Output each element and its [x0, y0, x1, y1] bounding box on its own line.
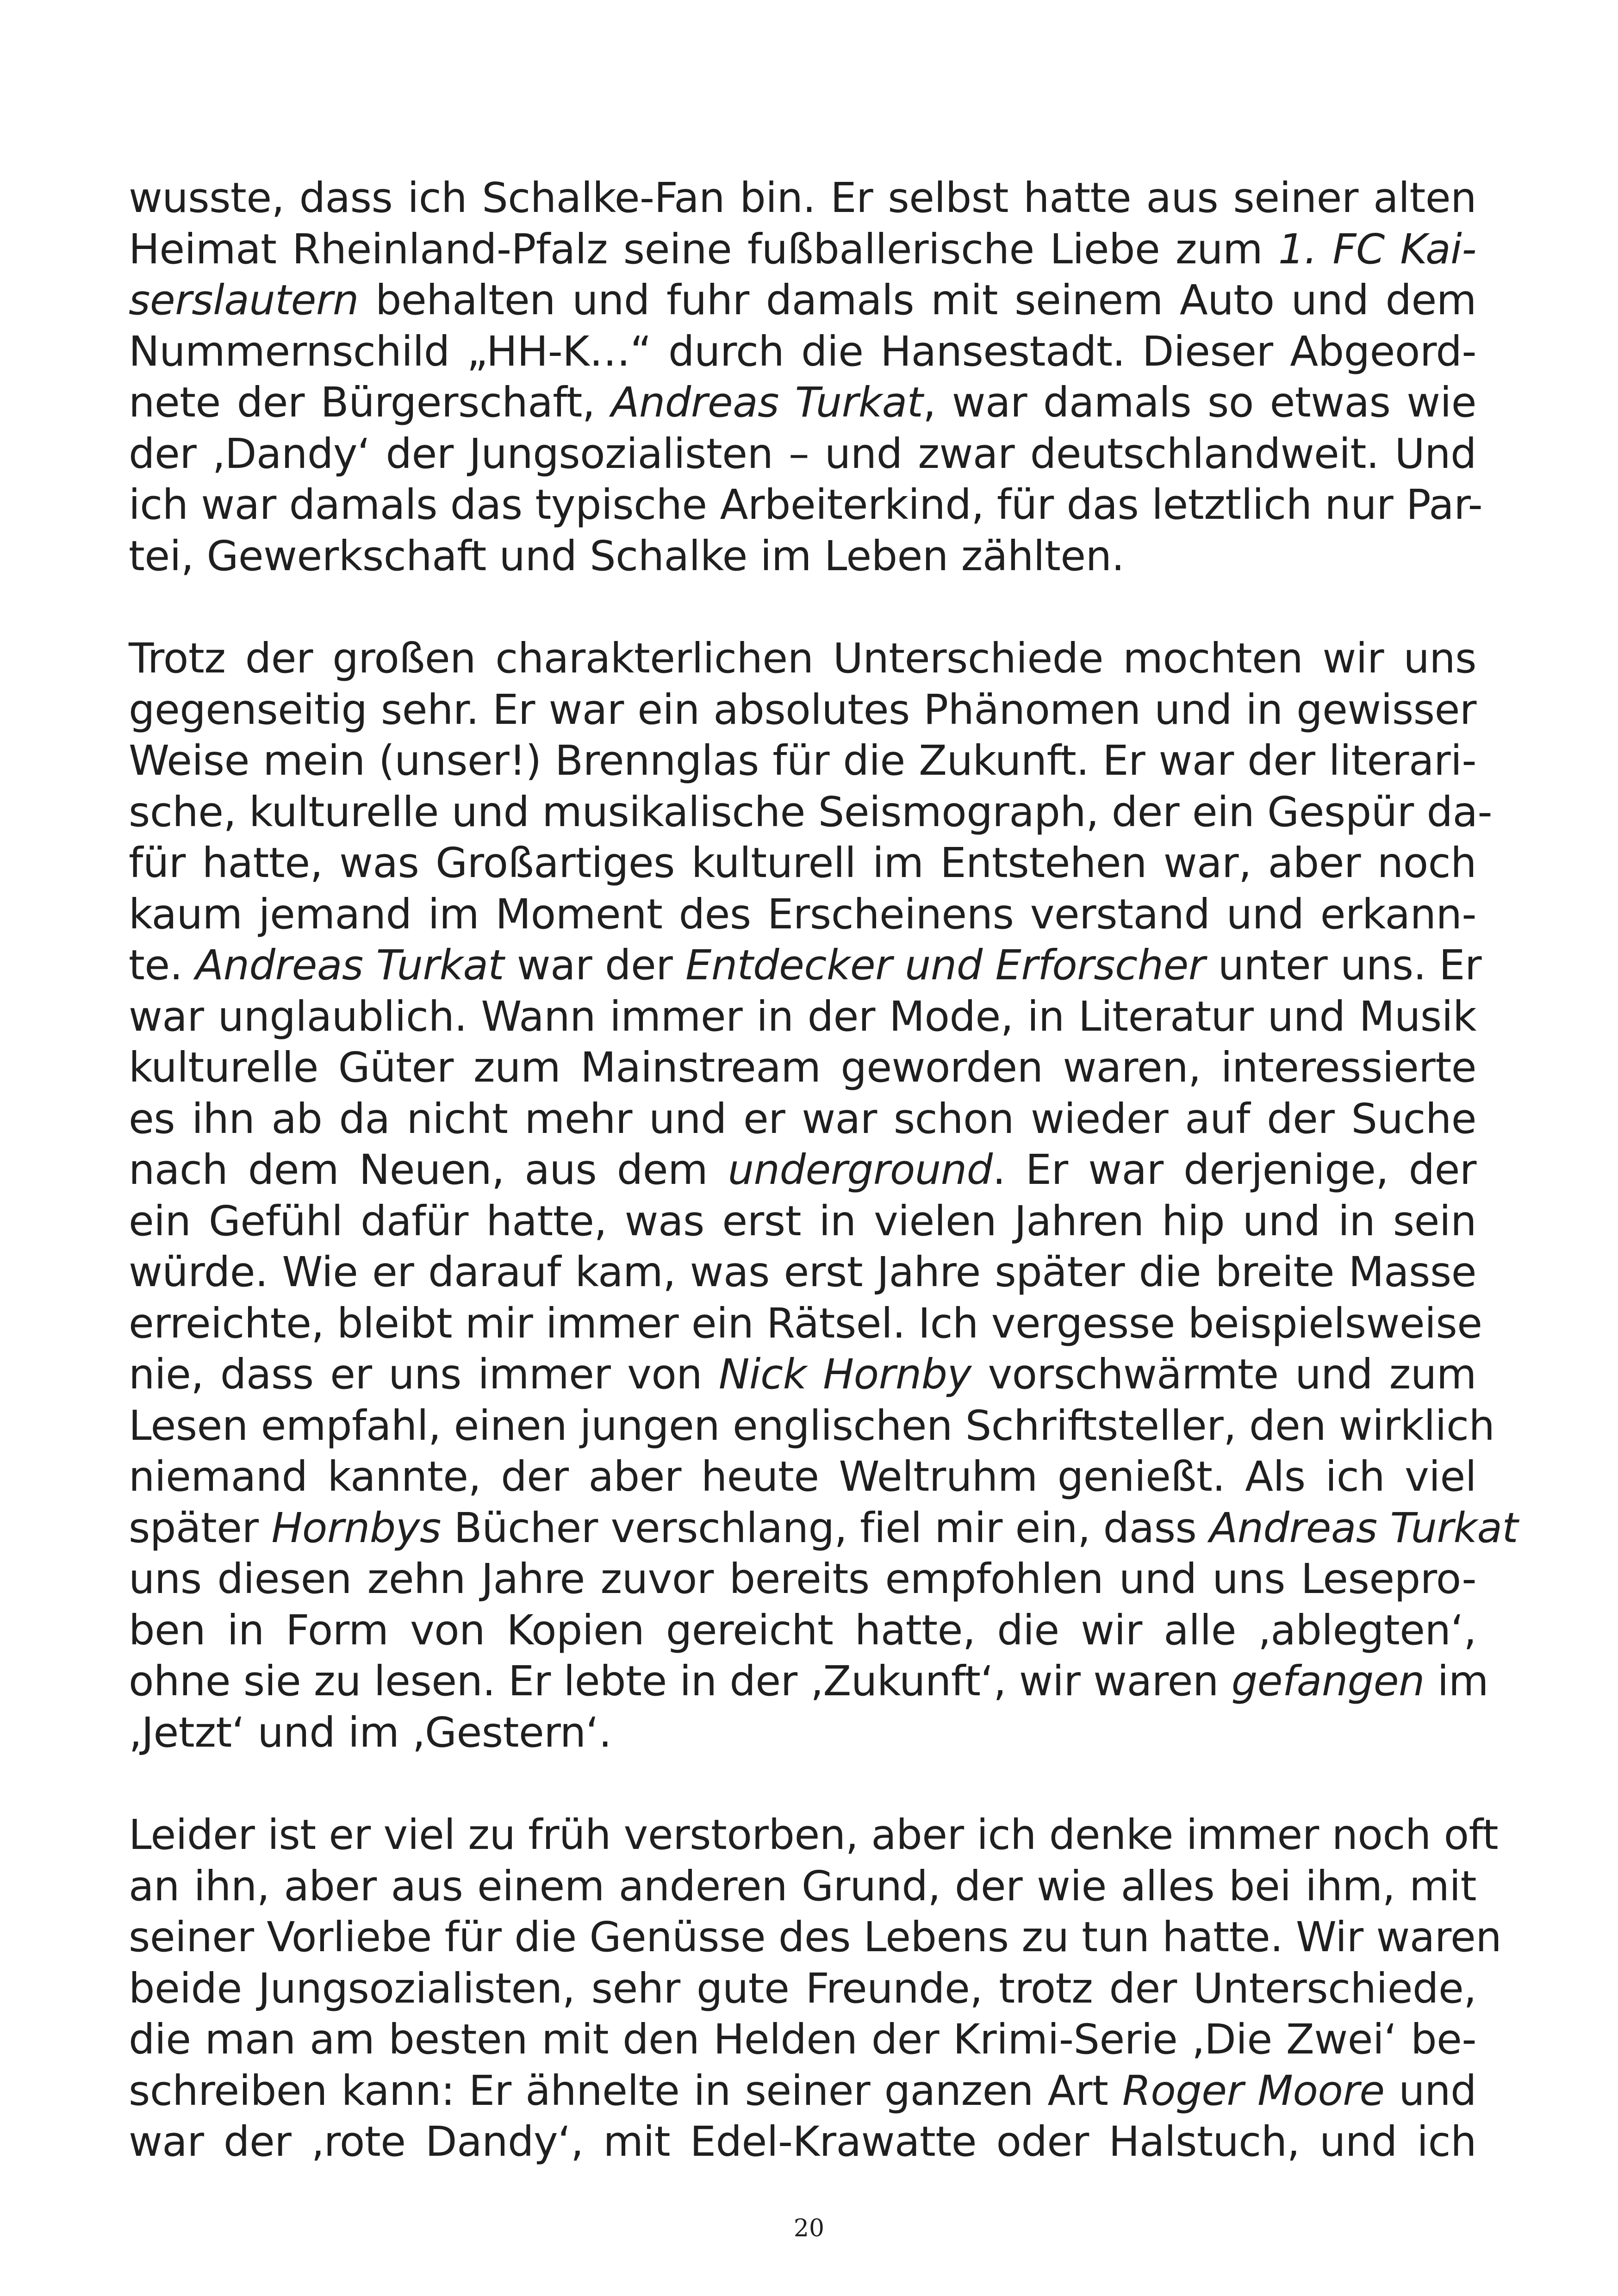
text-run: ich war damals das typische Arbeiterkind, für das letztlich nur Par- — [129, 480, 1483, 529]
italic-text: serslautern — [129, 276, 359, 324]
text-run: war der ‚rote Dandy‘, mit Edel-Krawatte oder Halstuch, und ich — [129, 2117, 1476, 2165]
text-run: die man am besten mit den Helden der Krimi-Serie ‚Die Zwei‘ be- — [129, 2015, 1476, 2063]
text-run: erreichte, bleibt mir immer ein Rätsel. Ich vergesse beispielsweise — [129, 1299, 1482, 1347]
text-line — [129, 224, 1476, 275]
text-run: nie, dass er uns immer von — [129, 1350, 719, 1398]
text-run: wusste, dass ich Schalke-Fan bin. Er selbst hatte aus seiner alten — [129, 174, 1476, 222]
text-run: Lesen empfahl, einen jungen englischen Schriftsteller, den wirklich — [129, 1401, 1495, 1450]
text-line — [129, 1451, 1476, 1502]
text-line — [129, 172, 1476, 224]
text-line — [129, 1195, 1476, 1247]
text-run: Heimat Rheinland-Pfalz seine fußballerische Liebe zum — [129, 224, 1278, 273]
text-run: nach dem Neuen, aus dem — [129, 1145, 728, 1194]
text-run: beide Jungsozialisten, sehr gute Freunde, trotz der Unterschiede, — [129, 1964, 1476, 2012]
text-line — [129, 1400, 1495, 1451]
italic-text: Andreas Turkat — [611, 378, 923, 426]
text-line — [129, 1246, 1476, 1298]
text-run: behalten und fuhr damals mit seinem Auto und dem — [358, 276, 1476, 324]
italic-text: 1. FC Kai- — [1278, 224, 1476, 273]
text-line — [129, 1860, 1476, 1912]
text-line — [129, 1349, 1476, 1400]
text-run: Leider ist er viel zu früh verstorben, aber ich denke immer noch oft — [129, 1811, 1499, 1859]
text-line — [129, 428, 1476, 479]
page-number: 20 — [793, 2215, 825, 2242]
text-run: unter uns. Er — [1205, 941, 1482, 989]
text-line — [129, 1707, 1476, 1758]
italic-text: Andreas Turkat — [1209, 1503, 1518, 1552]
text-line — [129, 479, 1483, 530]
text-line — [129, 377, 1476, 428]
text-line — [129, 1553, 1476, 1605]
body-text — [129, 172, 1518, 2167]
text-run: niemand kannte, der aber heute Weltruhm genießt. Als ich viel — [129, 1452, 1476, 1500]
text-line — [129, 1911, 1502, 1963]
text-line — [129, 1298, 1482, 1349]
text-run: kulturelle Güter zum Mainstream geworden waren, interessierte — [129, 1043, 1476, 1091]
text-run: tei, Gewerkschaft und Schalke im Leben zählten. — [129, 531, 1125, 580]
text-line — [129, 991, 1476, 1042]
text-run: ben in Form von Kopien gereicht hatte, die wir alle ‚ablegten‘, — [129, 1605, 1476, 1654]
text-run: ohne sie zu lesen. Er lebte in der ‚Zukunft‘, wir waren — [129, 1657, 1232, 1705]
text-run: der ‚Dandy‘ der Jungsozialisten – und zwar deutschlandweit. Und — [129, 429, 1476, 478]
text-run: es ihn ab da nicht mehr und er war schon wieder auf der Suche — [129, 1094, 1476, 1143]
text-line — [129, 1042, 1476, 1093]
italic-text: Nick Hornby — [718, 1350, 971, 1398]
text-run: ein Gefühl dafür hatte, was erst in vielen Jahren hip und in sein — [129, 1196, 1476, 1245]
text-line — [129, 2116, 1476, 2167]
text-run: seiner Vorliebe für die Genüsse des Lebens zu tun hatte. Wir waren — [129, 1913, 1502, 1961]
italic-text: Roger Moore — [1122, 2066, 1385, 2115]
text-run: für hatte, was Großartiges kulturell im Entstehen war, aber noch — [129, 839, 1476, 887]
text-run: später — [129, 1503, 272, 1552]
text-line — [129, 274, 1476, 326]
text-run: Trotz der großen charakterlichen Unterschiede mochten wir uns — [129, 634, 1476, 682]
paragraph-gap — [129, 581, 1476, 633]
paragraph — [129, 172, 1483, 581]
italic-text: Andreas Turkat — [195, 941, 504, 989]
text-run: und — [1384, 2066, 1476, 2115]
italic-text: underground — [728, 1145, 993, 1194]
italic-text: gefangen — [1231, 1657, 1425, 1705]
text-run: war unglaublich. Wann immer in der Mode, in Literatur und Musik — [129, 992, 1476, 1040]
text-run: war der — [504, 941, 686, 989]
text-line — [129, 633, 1476, 684]
text-line — [129, 1809, 1499, 1860]
text-run: sche, kulturelle und musikalische Seismograph, der ein Gespür da- — [129, 787, 1493, 836]
text-run: an ihn, aber aus einem anderen Grund, der wie alles bei ihm, mit — [129, 1861, 1476, 1910]
text-run: vorschwärmte und zum — [971, 1350, 1476, 1398]
text-line — [129, 1093, 1476, 1145]
text-run: te. — [129, 941, 196, 989]
text-line — [129, 1963, 1476, 2014]
text-line — [129, 1605, 1476, 1656]
text-line — [129, 735, 1476, 786]
text-line — [129, 940, 1482, 991]
paragraph-gap — [129, 1758, 1476, 1809]
text-line — [129, 684, 1476, 735]
italic-text: Entdecker und Erforscher — [685, 941, 1205, 989]
text-run: Nummernschild „HH-K…“ durch die Hansestadt. Dieser Abgeord- — [129, 327, 1476, 375]
text-line — [129, 786, 1493, 838]
text-run: nete der Bürgerschaft, — [129, 378, 611, 426]
text-line — [129, 2065, 1476, 2116]
text-run: gegenseitig sehr. Er war ein absolutes Phänomen und in gewisser — [129, 685, 1476, 734]
text-run: kaum jemand im Moment des Erscheinens verstand und erkann- — [129, 890, 1476, 938]
text-run: uns diesen zehn Jahre zuvor bereits empfohlen und uns Lesepro- — [129, 1555, 1476, 1603]
text-run: im — [1424, 1657, 1489, 1705]
text-run: würde. Wie er darauf kam, was erst Jahre später die breite Masse — [129, 1248, 1476, 1296]
text-run: Bücher verschlang, fiel mir ein, dass — [441, 1503, 1210, 1552]
paragraph — [129, 1809, 1502, 2167]
text-line — [129, 530, 1476, 582]
text-line — [129, 889, 1476, 940]
text-line — [129, 1144, 1476, 1195]
text-run: Weise mein (unser!) Brennglas für die Zukunft. Er war der literari- — [129, 736, 1476, 784]
paragraph — [129, 633, 1518, 1758]
text-run: , war damals so etwas wie — [923, 378, 1476, 426]
text-run: ‚Jetzt‘ und im ‚Gestern‘. — [129, 1708, 612, 1756]
text-line — [129, 326, 1476, 377]
text-run: . Er war derjenige, der — [992, 1145, 1476, 1194]
italic-text: Hornbys — [271, 1503, 441, 1552]
text-run: schreiben kann: Er ähnelte in seiner ganzen Art — [129, 2066, 1122, 2115]
text-line — [129, 837, 1476, 889]
text-line — [129, 1655, 1489, 1707]
text-line — [129, 2014, 1476, 2065]
text-line — [129, 1502, 1518, 1554]
